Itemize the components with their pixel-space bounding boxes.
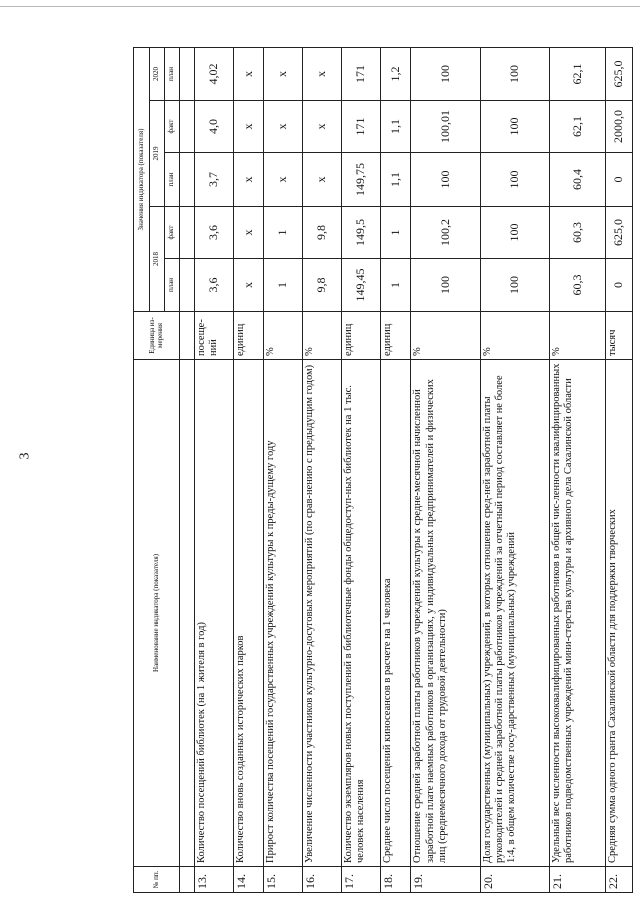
header-no: № пп. [134,867,180,893]
value-2019-fact: x [303,101,342,153]
value-2019-plan: 100 [480,153,549,207]
value-2020-plan: 4,02 [195,48,234,101]
indicator-name: Количество посещений библиотек (на 1 жителя в год) [195,360,234,867]
row-number: 18. [380,867,411,893]
value-2018-plan: 100 [411,259,480,312]
indicator-name: Отношение средней заработной платы работников учреждений культуры к средне-месячной начисленной заработной плате наемных работников в организациях, у индивидуальных предпринимателей и физических лиц (среднемесячного дохода от трудовой деятельности) [411,360,480,867]
table-row [195,48,234,893]
value-2019-plan: 0 [606,153,633,207]
value-2019-fact: 100,01 [411,101,480,153]
value-2019-fact: 1,1 [380,101,411,153]
unit: единиц [342,312,381,360]
value-2019-fact: 171 [342,101,381,153]
table-row [342,48,381,893]
header-plan-2019: план [165,153,180,207]
row-number: 14. [233,867,264,893]
value-2020-plan: 171 [342,48,381,101]
header-year-2019: 2019 [150,101,165,207]
value-2018-plan: 9,8 [303,259,342,312]
spacer-cell [180,207,195,259]
value-2019-fact: 2000,0 [606,101,633,153]
value-2020-plan: 625,0 [606,48,633,101]
value-2019-plan: 60,4 [550,153,606,207]
unit: % [264,312,303,360]
indicator-name: Прирост количества посещений государственных учреждений культуры к преды-дущему году [264,360,303,867]
header-plan-2018: план [165,259,180,312]
header-fact-2019: факт [165,101,180,153]
value-2019-fact: 4,0 [195,101,234,153]
value-2018-plan: x [233,259,264,312]
indicator-name: Удельный вес численности высококвалифицированных работников в общей чис-ленности квалифицированных работников подведомственных учреждений мини-стерства культуры и архивного дела Сахалинской области [550,360,606,867]
table-row [550,48,606,893]
value-2019-fact: x [233,101,264,153]
value-2020-plan: 1,2 [380,48,411,101]
value-2020-plan: 100 [480,48,549,101]
table-row [380,48,411,893]
header-year-2018: 2018 [150,207,165,312]
spacer-cell [180,259,195,312]
row-number: 16. [303,867,342,893]
spacer-cell [180,360,195,867]
row-number: 13. [195,867,234,893]
value-2018-fact: 100,2 [411,207,480,259]
unit: единиц [380,312,411,360]
unit: тысяч [606,312,633,360]
value-2019-fact: 100 [480,101,549,153]
header-plan-2020: план [165,48,180,101]
table-row [606,48,633,893]
row-number: 21. [550,867,606,893]
value-2019-plan: x [264,153,303,207]
unit: % [480,312,549,360]
row-number: 22. [606,867,633,893]
unit: % [303,312,342,360]
value-2018-fact: 149,5 [342,207,381,259]
value-2019-fact: x [264,101,303,153]
value-2018-plan: 60,3 [550,259,606,312]
value-2018-plan: 3,6 [195,259,234,312]
unit: единиц [233,312,264,360]
value-2018-fact: 3,6 [195,207,234,259]
value-2019-fact: 62,1 [550,101,606,153]
header-name: Наименование индикатора (показателя) [134,360,180,867]
unit: посеще-ний [195,312,234,360]
header-fact-2018: факт [165,207,180,259]
value-2018-plan: 1 [380,259,411,312]
indicators-table [133,47,633,893]
value-2018-fact: 1 [264,207,303,259]
row-number: 15. [264,867,303,893]
unit: % [411,312,480,360]
unit: % [550,312,606,360]
indicator-name: Увеличение численности участников культурно-досуговых мероприятий (по срав-нению с предыдущим годом) [303,360,342,867]
value-2018-plan: 149,45 [342,259,381,312]
spacer-cell [180,153,195,207]
spacer-cell [180,101,195,153]
value-2020-plan: 100 [411,48,480,101]
spacer-cell [180,867,195,893]
indicator-name: Доля государственных (муниципальных) учреждений, в которых отношение сред-ней заработной платы руководителей и средней заработной платы работников учреждений за отчетный период составляет не более 1:4, в общем количестве госу-дарственных (муниципальных) учреждений [480,360,549,867]
indicator-name: Среднее число посещений киносеансов в расчете на 1 человека [380,360,411,867]
row-number: 17. [342,867,381,893]
header-values: Значения индикатора (показателя) [134,48,150,312]
value-2018-fact: 60,3 [550,207,606,259]
value-2018-plan: 100 [480,259,549,312]
table-row [480,48,549,893]
value-2018-fact: x [233,207,264,259]
indicator-name: Количество вновь созданных исторических парков [233,360,264,867]
value-2020-plan: x [233,48,264,101]
value-2020-plan: 62,1 [550,48,606,101]
value-2020-plan: x [264,48,303,101]
rotated-table-container [133,48,633,893]
indicator-name: Средняя сумма одного гранта Сахалинской области для поддержки творческих [606,360,633,867]
value-2019-plan: 100 [411,153,480,207]
value-2018-fact: 1 [380,207,411,259]
indicator-name: Количество экземпляров новых поступлений в библиотечные фонды общедоступ-ных библиотек на 1 тыс. человек населения [342,360,381,867]
top-rule [0,6,640,7]
value-2019-plan: x [303,153,342,207]
value-2018-fact: 9,8 [303,207,342,259]
row-number: 20. [480,867,549,893]
table-row [411,48,480,893]
spacer-cell [180,312,195,360]
value-2018-fact: 625,0 [606,207,633,259]
value-2018-plan: 1 [264,259,303,312]
value-2018-fact: 100 [480,207,549,259]
value-2019-plan: 3,7 [195,153,234,207]
table-row [264,48,303,893]
row-number: 19. [411,867,480,893]
value-2018-plan: 0 [606,259,633,312]
value-2019-plan: 1,1 [380,153,411,207]
table-row [233,48,264,893]
value-2019-plan: x [233,153,264,207]
spacer-cell [180,48,195,101]
page-number: 3 [17,452,33,460]
header-year-2020: 2020 [150,48,165,101]
header-spacer-row [180,48,195,893]
value-2019-plan: 149,75 [342,153,381,207]
value-2020-plan: x [303,48,342,101]
table-row [303,48,342,893]
header-unit: Единица из-мерения [134,312,180,360]
